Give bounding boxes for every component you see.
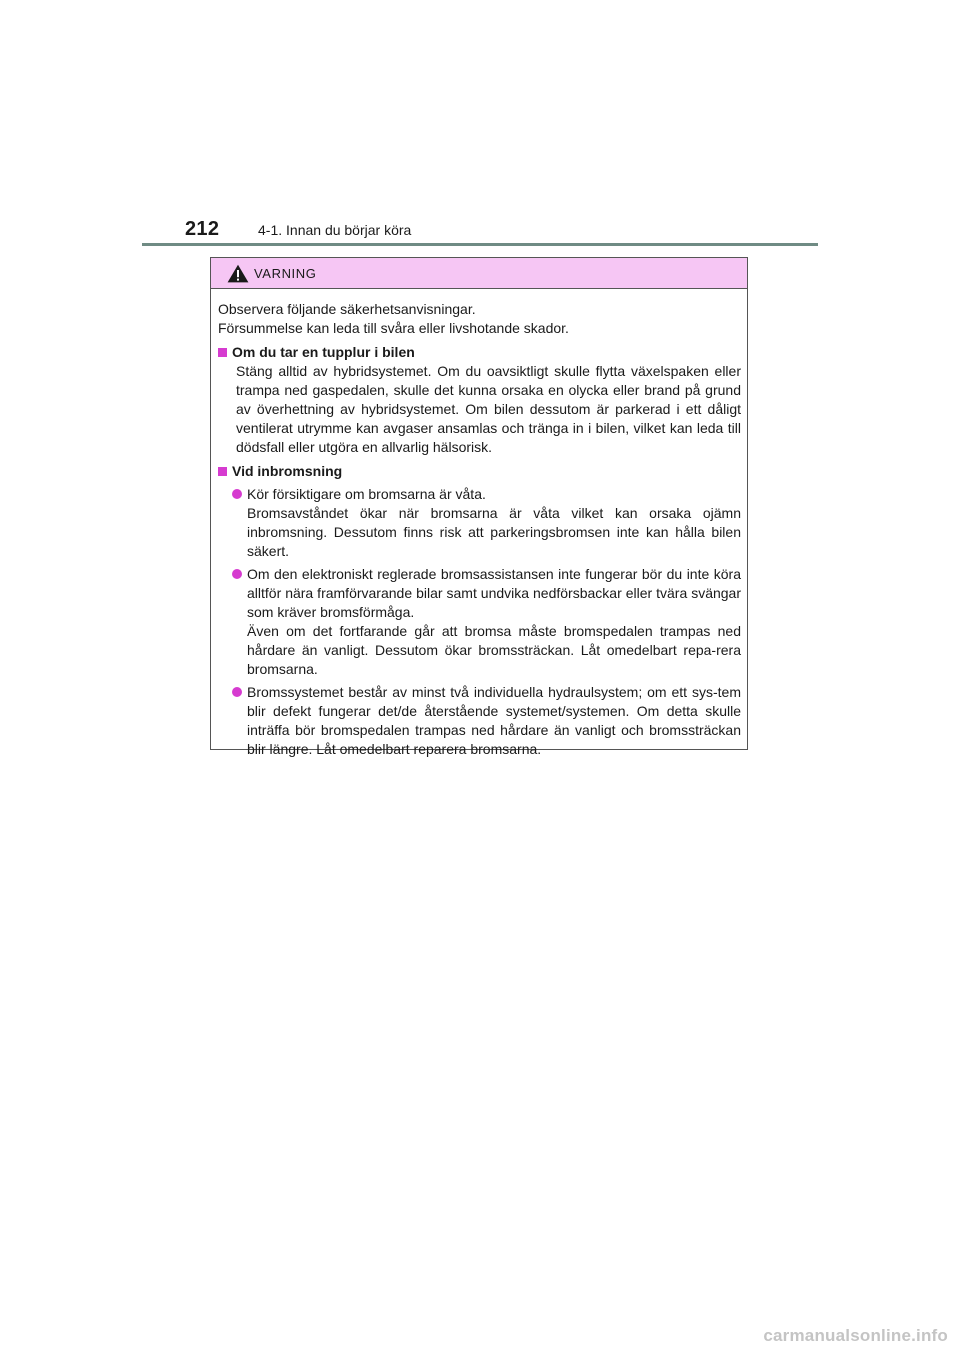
section-tupplur — [218, 343, 741, 457]
bullet-line: Bromsavståndet ökar när bromsarna är våta vilket kan orsaka ojämn inbromsning. Dessutom finns risk att parkeringsbromsen inte kan hålla bilen säkert. — [247, 505, 741, 559]
page-number: 212 — [185, 218, 220, 240]
intro-line: Observera följande säkerhetsanvisningar. — [218, 301, 476, 317]
round-bullet-icon — [232, 489, 242, 499]
section-heading-text: Om du tar en tupplur i bilen — [232, 344, 415, 360]
bullet-line: Om den elektroniskt reglerade bromsassistansen inte fungerar bör du inte köra alltför nära framförvarande bilar samt undvika nedförsbackar eller tvära svängar som kräver bromsförmåga. — [247, 566, 741, 620]
bullet-text — [247, 683, 741, 759]
warning-intro — [218, 300, 741, 338]
round-bullet-icon — [232, 569, 242, 579]
bullet-line: Kör försiktigare om bromsarna är våta. — [247, 486, 486, 502]
warning-box — [210, 257, 748, 757]
warning-triangle-icon — [227, 264, 249, 283]
section-text: Stäng alltid av hybridsystemet. Om du oavsiktligt skulle flytta växelspaken eller trampa ned gaspedalen, skulle det kunna orsaka en olycka eller brand på grund av överhettning av hybridsystemet. Om bilen dessutom är parkerad i ett dåligt ventilerat utrymme kan avgaser ansamlas och tränga in i bilen, vilket kan leda till dödsfall eller utgöra en allvarlig hälsorisk. — [236, 363, 741, 455]
warning-header — [211, 258, 747, 289]
bullet-text — [247, 565, 741, 679]
round-bullet-icon — [232, 687, 242, 697]
section-heading — [218, 462, 741, 481]
watermark: carmanualsonline.info — [763, 1326, 948, 1345]
bullet-line: Bromssystemet består av minst två individuella hydraulsystem; om ett sys-tem blir defekt fungerar det/de återstående systemet/systemen. Om detta skulle inträffa bör bromspedalen trampas ned hårdare än vanligt och bromssträckan blir längre. Låt omedelbart reparera bromsarna. — [247, 684, 741, 757]
warning-label: VARNING — [254, 266, 317, 281]
list-item — [218, 683, 741, 759]
bullet-line: Även om det fortfarande går att bromsa måste bromspedalen trampas ned hårdare än vanligt. Dessutom ökar bromssträckan. Låt omedelbart repa-rera bromsarna. — [247, 623, 741, 677]
bullet-text — [247, 485, 741, 561]
intro-line: Försummelse kan leda till svåra eller livshotande skador. — [218, 320, 569, 336]
warning-body — [211, 289, 747, 759]
square-bullet-icon — [218, 467, 227, 476]
section-title: 4-1. Innan du börjar köra — [258, 222, 412, 238]
square-bullet-icon — [218, 348, 227, 357]
list-item — [218, 485, 741, 561]
section-heading-text: Vid inbromsning — [232, 463, 343, 479]
section-heading — [218, 343, 741, 362]
section-inbromsning — [218, 462, 741, 759]
header-rule — [142, 243, 818, 246]
list-item — [218, 565, 741, 679]
